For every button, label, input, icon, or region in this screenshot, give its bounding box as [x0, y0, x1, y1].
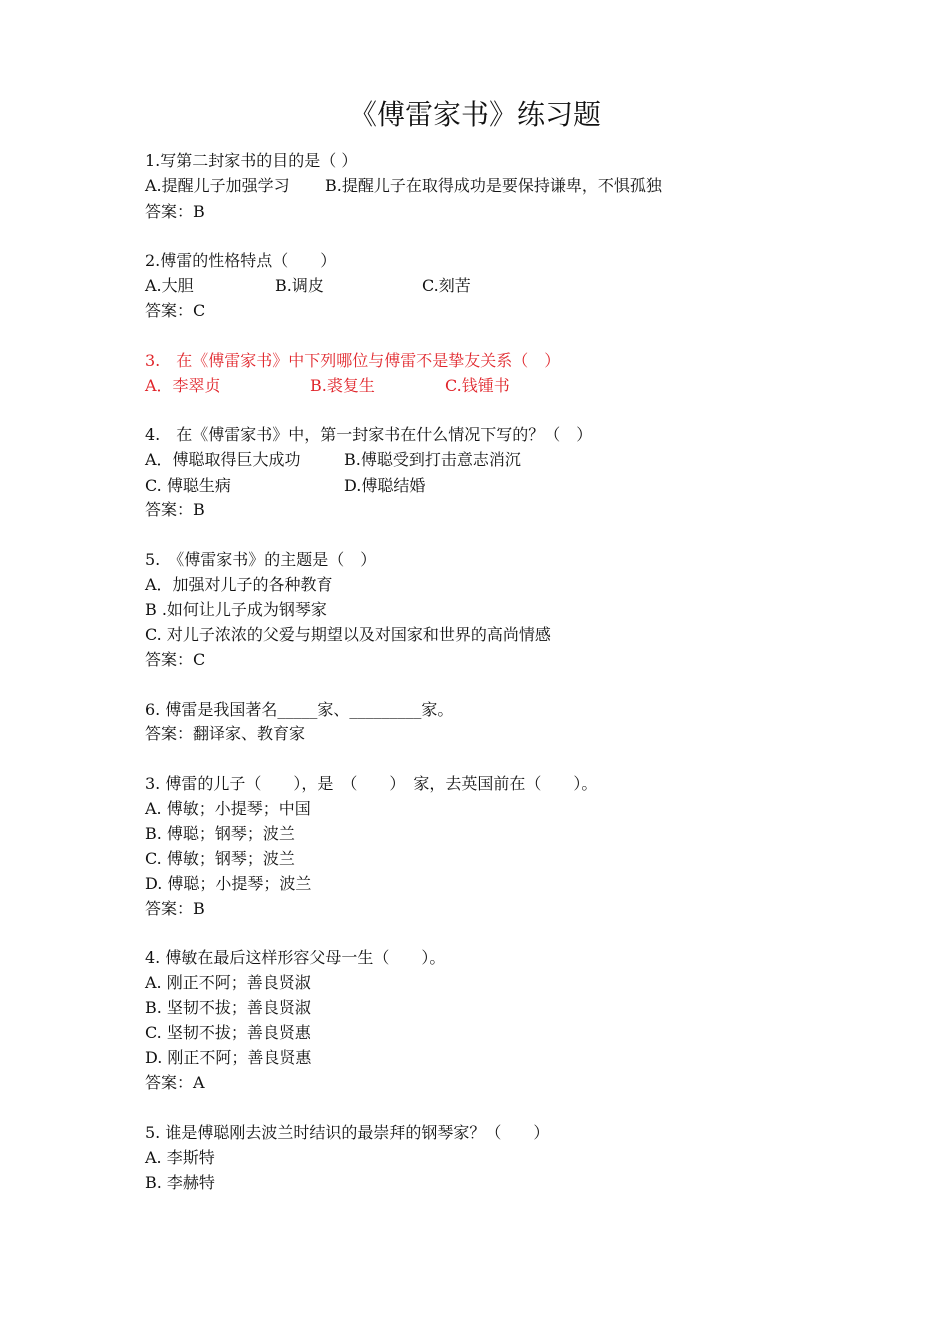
question-9-stem: 5. 谁是傅聪刚去波兰时结识的最崇拜的钢琴家？（ ）	[145, 1123, 550, 1142]
question-4-answer: 答案：B	[145, 500, 205, 519]
option-a: A. 傅敏；小提琴；中国	[145, 799, 311, 818]
question-1-stem: 1.写第二封家书的目的是（ ）	[145, 151, 358, 170]
option-d: D. 刚正不阿；善良贤惠	[145, 1048, 312, 1067]
option-d: D.傅聪结婚	[344, 476, 426, 495]
option-b: B. 李赫特	[145, 1173, 215, 1192]
option-c: C. 傅敏；钢琴；波兰	[145, 849, 295, 868]
question-4-stem: 4. 在《傅雷家书》中，第一封家书在什么情况下写的？（ ）	[145, 425, 593, 444]
option-a: A.大胆	[145, 276, 194, 295]
option-c: C. 坚韧不拔；善良贤惠	[145, 1023, 311, 1042]
option-b: B. 傅聪；钢琴；波兰	[145, 824, 295, 843]
question-5-stem: 5. 《傅雷家书》的主题是（ ）	[145, 550, 377, 569]
option-c: C.刻苦	[422, 276, 471, 295]
option-b: B.傅聪受到打击意志消沉	[344, 450, 521, 469]
page-title: 《傅雷家书》练习题	[348, 98, 601, 131]
option-b: B.提醒儿子在取得成功是要保持谦卑，不惧孤独	[325, 176, 662, 195]
question-5-answer: 答案：C	[145, 650, 206, 669]
question-2-stem: 2.傅雷的性格特点（ ）	[145, 251, 337, 270]
option-b: B .如何让儿子成为钢琴家	[145, 600, 327, 619]
question-8-answer: 答案：A	[145, 1073, 205, 1092]
option-d: D. 傅聪；小提琴；波兰	[145, 874, 312, 893]
option-b: B. 坚韧不拔；善良贤淑	[145, 998, 311, 1017]
option-a: A．加强对儿子的各种教育	[145, 575, 333, 594]
option-c: C. 对儿子浓浓的父爱与期望以及对国家和世界的高尚情感	[145, 625, 551, 644]
question-2-answer: 答案：C	[145, 301, 206, 320]
question-6-stem: 6. 傅雷是我国著名_____家、_________家。	[145, 700, 454, 719]
option-b: B.调皮	[275, 276, 324, 295]
option-a: A. 李斯特	[145, 1148, 215, 1167]
question-8-stem: 4. 傅敏在最后这样形容父母一生（ ）。	[145, 948, 446, 967]
option-b: B.裘复生	[310, 376, 375, 395]
option-a: A.提醒儿子加强学习	[145, 176, 290, 195]
question-7-answer: 答案：B	[145, 899, 205, 918]
question-6-answer: 答案：翻译家、教育家	[145, 724, 306, 743]
question-3-stem: 3. 在《傅雷家书》中下列哪位与傅雷不是挚友关系（ ）	[145, 351, 561, 370]
question-7-stem: 3. 傅雷的儿子（ ），是 （ ） 家，去英国前在（ ）。	[145, 774, 598, 793]
option-c: C. 傅聪生病	[145, 476, 231, 495]
option-a: A．李翠贞	[145, 376, 221, 395]
option-c: C.钱锺书	[445, 376, 510, 395]
option-a: A. 刚正不阿；善良贤淑	[145, 973, 311, 992]
option-a: A．傅聪取得巨大成功	[145, 450, 301, 469]
question-1-answer: 答案：B	[145, 202, 205, 221]
